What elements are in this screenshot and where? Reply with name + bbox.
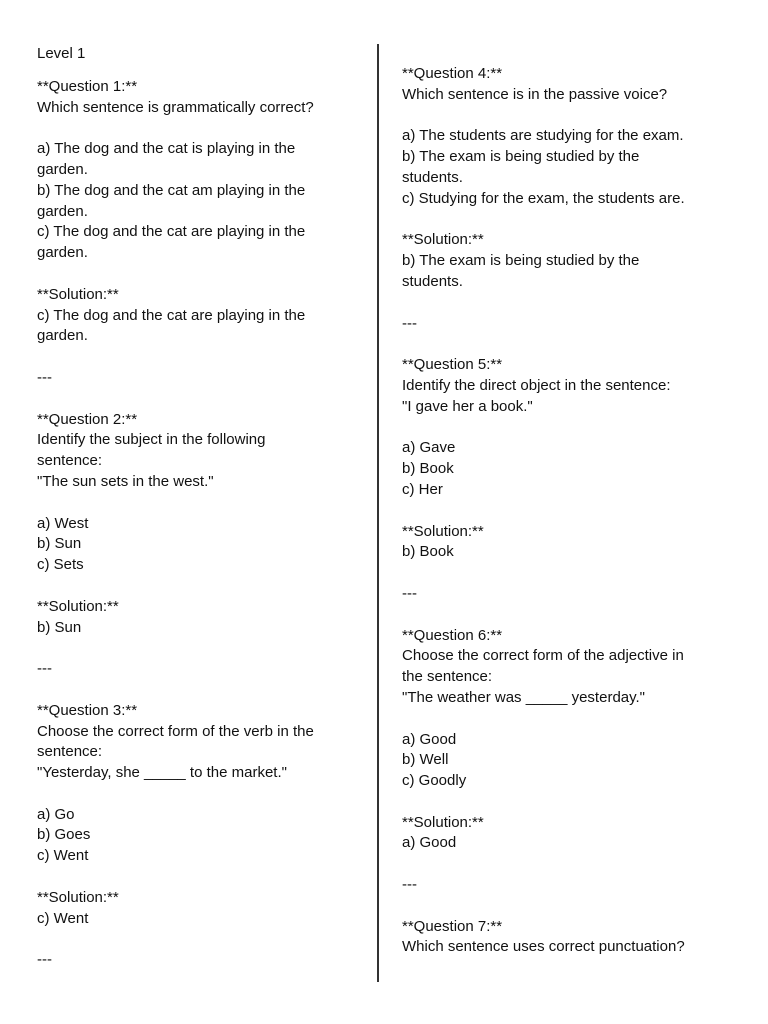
left-column bbox=[37, 44, 359, 971]
blank-line bbox=[402, 334, 728, 355]
answer-option: c) Her bbox=[402, 480, 443, 498]
section-separator: --- bbox=[402, 876, 417, 894]
answer-option: a) The students are studying for the exam. bbox=[402, 127, 684, 145]
answer-option: c) The dog and the cat are playing in the bbox=[37, 306, 306, 324]
text-line: Identify the direct object in the sentence: bbox=[402, 376, 671, 394]
blank-line bbox=[402, 792, 728, 813]
text-line: sentence: bbox=[37, 452, 103, 470]
blank-line bbox=[37, 118, 359, 139]
answer-option: c) Goodly bbox=[402, 772, 467, 790]
text-line: Which sentence is grammatically correct? bbox=[37, 98, 314, 116]
answer-option: a) Good bbox=[402, 730, 457, 748]
solution-heading: **Solution:** bbox=[402, 813, 484, 831]
question-heading: **Question 7:** bbox=[402, 917, 503, 935]
right-column-lines bbox=[402, 64, 728, 958]
blank-line bbox=[402, 854, 728, 875]
answer-option: c) The dog and the cat are playing in the bbox=[37, 223, 306, 241]
level-title: Level 1 bbox=[37, 45, 86, 62]
blank-line bbox=[402, 418, 728, 439]
answer-option: a) Gave bbox=[402, 439, 456, 457]
solution-heading: **Solution:** bbox=[402, 231, 484, 249]
blank-line bbox=[402, 210, 728, 231]
blank-line bbox=[37, 680, 359, 701]
solution-heading: **Solution:** bbox=[37, 597, 119, 615]
text-line: garden. bbox=[37, 160, 88, 178]
text-line: "The weather was _____ yesterday." bbox=[402, 688, 646, 706]
section-separator: --- bbox=[37, 660, 52, 678]
question-heading: **Question 4:** bbox=[402, 65, 503, 82]
blank-line bbox=[37, 784, 359, 805]
answer-option: c) Went bbox=[37, 909, 89, 927]
text-line: Choose the correct form of the verb in the bbox=[37, 722, 314, 740]
blank-line bbox=[37, 576, 359, 597]
text-line: garden. bbox=[37, 244, 88, 262]
answer-option: a) Good bbox=[402, 834, 457, 852]
solution-heading: **Solution:** bbox=[37, 888, 119, 906]
text-line: sentence: bbox=[37, 743, 103, 761]
answer-option: b) The exam is being studied by the bbox=[402, 252, 640, 270]
column-divider bbox=[377, 44, 379, 982]
blank-line bbox=[402, 106, 728, 127]
blank-line bbox=[402, 563, 728, 584]
blank-line bbox=[402, 896, 728, 917]
blank-line bbox=[37, 347, 359, 368]
answer-option: c) Studying for the exam, the students are. bbox=[402, 189, 685, 207]
right-column bbox=[402, 64, 728, 958]
blank-line bbox=[402, 293, 728, 314]
left-column-lines bbox=[37, 77, 359, 971]
text-line: "Yesterday, she _____ to the market." bbox=[37, 764, 287, 782]
question-heading: **Question 6:** bbox=[402, 626, 503, 644]
blank-line bbox=[37, 638, 359, 659]
answer-option: c) Went bbox=[37, 847, 89, 865]
text-line: "I gave her a book." bbox=[402, 397, 533, 415]
answer-option: b) Goes bbox=[37, 826, 91, 844]
solution-heading: **Solution:** bbox=[37, 285, 119, 303]
section-separator: --- bbox=[37, 368, 52, 386]
answer-option: b) The exam is being studied by the bbox=[402, 148, 640, 166]
text-line: students. bbox=[402, 272, 463, 290]
question-heading: **Question 5:** bbox=[402, 356, 503, 374]
solution-heading: **Solution:** bbox=[402, 522, 484, 540]
answer-option: b) Sun bbox=[37, 618, 82, 636]
text-line: Choose the correct form of the adjective in bbox=[402, 647, 684, 665]
answer-option: b) Sun bbox=[37, 535, 82, 553]
text-line: "The sun sets in the west." bbox=[37, 472, 214, 490]
section-separator: --- bbox=[402, 314, 417, 332]
answer-option: c) Sets bbox=[37, 556, 84, 574]
blank-line bbox=[37, 389, 359, 410]
text-line: Which sentence is in the passive voice? bbox=[402, 85, 668, 103]
text-line: Which sentence uses correct punctuation? bbox=[402, 938, 685, 956]
answer-option: b) Book bbox=[402, 543, 454, 561]
text-line: the sentence: bbox=[402, 668, 493, 686]
text-line: garden. bbox=[37, 202, 88, 220]
answer-option: b) Book bbox=[402, 460, 454, 478]
blank-line bbox=[37, 264, 359, 285]
text-line: Identify the subject in the following bbox=[37, 431, 266, 449]
text-line: garden. bbox=[37, 327, 88, 345]
blank-line bbox=[402, 709, 728, 730]
blank-line bbox=[402, 501, 728, 522]
blank-line bbox=[402, 605, 728, 626]
question-heading: **Question 1:** bbox=[37, 77, 138, 95]
section-separator: --- bbox=[402, 584, 417, 602]
question-heading: **Question 3:** bbox=[37, 701, 138, 719]
blank-line bbox=[37, 929, 359, 950]
answer-option: a) Go bbox=[37, 805, 75, 823]
answer-option: b) The dog and the cat am playing in the bbox=[37, 181, 306, 199]
text-line: students. bbox=[402, 168, 463, 186]
question-heading: **Question 2:** bbox=[37, 410, 138, 428]
answer-option: b) Well bbox=[402, 751, 449, 769]
section-separator: --- bbox=[37, 951, 52, 969]
answer-option: a) West bbox=[37, 514, 89, 532]
blank-line bbox=[37, 493, 359, 514]
blank-line bbox=[37, 867, 359, 888]
answer-option: a) The dog and the cat is playing in the bbox=[37, 140, 296, 158]
